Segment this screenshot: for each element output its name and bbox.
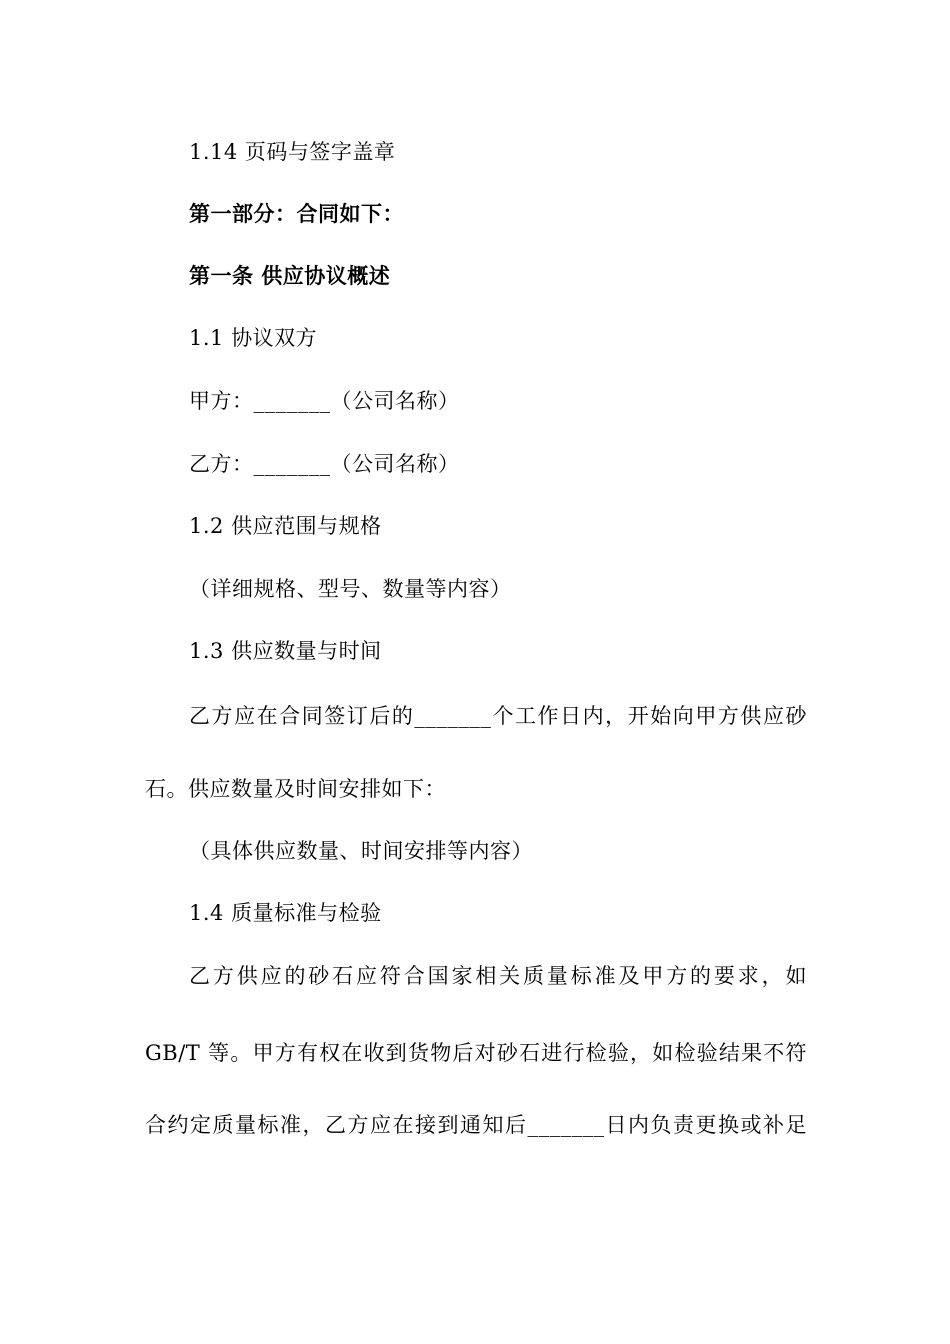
party-b-line: 乙方：_______（公司名称） <box>189 452 460 476</box>
paragraph-line: GB/T 等。甲方有权在收到货物后对砂石进行检验，如检验结果不符 <box>145 1041 807 1065</box>
article-heading: 第一条 供应协议概述 <box>189 264 391 288</box>
party-a-line: 甲方：_______（公司名称） <box>189 389 460 413</box>
paragraph-line: 石。供应数量及时间安排如下： <box>145 777 446 801</box>
section-heading-1-14: 1.14 页码与签字盖章 <box>189 140 396 164</box>
paragraph-line: 合约定质量标准，乙方应在接到通知后_______日内负责更换或补足 <box>145 1113 807 1137</box>
part-heading: 第一部分：合同如下： <box>189 202 404 226</box>
schedule-placeholder: （具体供应数量、时间安排等内容） <box>189 839 533 863</box>
paragraph-line: 乙方应在合同签订后的_______个工作日内，开始向甲方供应砂 <box>189 704 807 728</box>
scope-placeholder: （详细规格、型号、数量等内容） <box>189 577 512 601</box>
section-heading-1-2: 1.2 供应范围与规格 <box>189 514 382 538</box>
section-heading-1-4: 1.4 质量标准与检验 <box>189 901 382 925</box>
paragraph-line: 乙方供应的砂石应符合国家相关质量标准及甲方的要求，如 <box>189 964 807 988</box>
section-heading-1-1: 1.1 协议双方 <box>189 326 318 350</box>
section-heading-1-3: 1.3 供应数量与时间 <box>189 639 382 663</box>
